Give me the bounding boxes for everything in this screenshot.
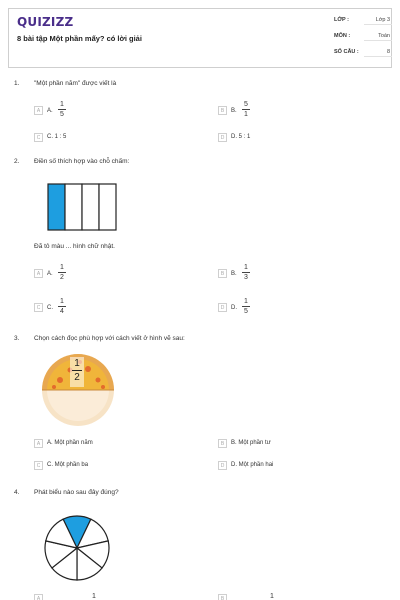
question-number: 3. (14, 335, 20, 342)
meta-subject (334, 33, 394, 45)
question-number: 2. (14, 158, 20, 165)
option-prefix: B. (231, 271, 237, 277)
numerator: 1 (244, 264, 248, 271)
option-prefix: A. (47, 271, 53, 277)
class-label: LỚP : (334, 17, 349, 23)
fraction (268, 592, 276, 600)
meta-count (334, 49, 394, 61)
numerator: 1 (60, 101, 64, 108)
option-a[interactable] (34, 264, 184, 281)
question-text: Chọn cách đọc phù hợp với cách viết ở hình vẽ sau: (34, 335, 185, 342)
option-letter-box: B (218, 106, 227, 115)
rect-part (65, 184, 82, 230)
option-d[interactable] (218, 459, 368, 473)
denominator: 2 (60, 274, 64, 281)
question-subtext: Đã tô màu ... hình chữ nhật. (34, 243, 115, 250)
fraction (58, 297, 66, 316)
option-c[interactable] (34, 298, 184, 315)
option-letter-box: A (34, 269, 43, 278)
option-letter-box: A (34, 594, 43, 600)
rectangle-fraction-figure (47, 183, 117, 231)
numerator: 1 (244, 298, 248, 305)
fraction (242, 263, 250, 282)
fraction (58, 263, 66, 282)
question-text: Phát biểu nào sau đây đúng? (34, 489, 119, 496)
fraction (58, 100, 66, 119)
option-letter-box: A (34, 439, 43, 448)
class-value: Lớp 3 (364, 15, 392, 25)
numerator: 5 (244, 101, 248, 108)
numerator: 1 (60, 264, 64, 271)
option-b[interactable] (218, 437, 368, 451)
question-number: 4. (14, 489, 20, 496)
option-letter-box: A (34, 106, 43, 115)
count-label: SỐ CÂU : (334, 49, 359, 55)
option-prefix: D. (231, 305, 237, 311)
option-c[interactable] (34, 459, 184, 473)
option-letter-box: D (218, 133, 227, 142)
worksheet-title: 8 bài tập Một phần mấy? có lời giải (17, 34, 142, 43)
option-text: C. 1 : 5 (47, 134, 67, 140)
denominator: 2 (74, 372, 80, 383)
rect-part (99, 184, 116, 230)
denominator: 5 (244, 308, 248, 315)
numerator: 1 (270, 593, 274, 600)
circle-fraction-figure (43, 514, 111, 582)
option-a[interactable] (34, 592, 184, 600)
option-letter-box: D (218, 303, 227, 312)
option-letter-box: B (218, 594, 227, 600)
option-text: D. Một phần hai (231, 462, 274, 468)
numerator: 1 (92, 593, 96, 600)
option-text: A. Một phần năm (47, 440, 93, 446)
question-number: 1. (14, 80, 20, 87)
subject-label: MÔN : (334, 33, 351, 39)
option-text: B. Một phần tư (231, 440, 271, 446)
option-letter-box: D (218, 461, 227, 470)
option-letter-box: B (218, 439, 227, 448)
option-c[interactable] (34, 131, 184, 145)
numerator: 1 (74, 358, 80, 369)
rect-part (82, 184, 99, 230)
fraction (242, 297, 250, 316)
fraction (90, 592, 98, 600)
option-b[interactable] (218, 101, 368, 118)
wheel-segments (45, 516, 109, 580)
option-letter-box: C (34, 303, 43, 312)
meta-class (334, 17, 394, 29)
option-prefix: C. (47, 305, 53, 311)
worksheet-header (8, 8, 392, 68)
option-letter-box: B (218, 269, 227, 278)
fraction (242, 100, 250, 119)
question-text: Điền số thích hợp vào chỗ chấm: (34, 158, 130, 165)
option-d[interactable] (218, 298, 368, 315)
denominator: 5 (60, 111, 64, 118)
numerator: 1 (60, 298, 64, 305)
option-b[interactable] (218, 264, 368, 281)
option-d[interactable] (218, 131, 368, 145)
option-letter-box: C (34, 133, 43, 142)
quizizz-logo: QUIZIZZ (17, 15, 74, 29)
denominator: 3 (244, 274, 248, 281)
option-prefix: A. (47, 108, 53, 114)
option-a[interactable] (34, 101, 184, 118)
pizza-fraction-label (70, 357, 84, 387)
option-text: D. 5 : 1 (231, 134, 251, 140)
rect-part-shaded (48, 184, 65, 230)
option-b[interactable] (218, 592, 368, 600)
option-a[interactable] (34, 437, 184, 451)
count-value: 8 (364, 47, 392, 57)
question-text: "Một phần năm" được viết là (34, 80, 117, 87)
subject-value: Toán (364, 31, 392, 41)
denominator: 4 (60, 308, 64, 315)
option-text: C. Một phần ba (47, 462, 89, 468)
option-prefix: B. (231, 108, 237, 114)
option-letter-box: C (34, 461, 43, 470)
denominator: 1 (244, 111, 248, 118)
